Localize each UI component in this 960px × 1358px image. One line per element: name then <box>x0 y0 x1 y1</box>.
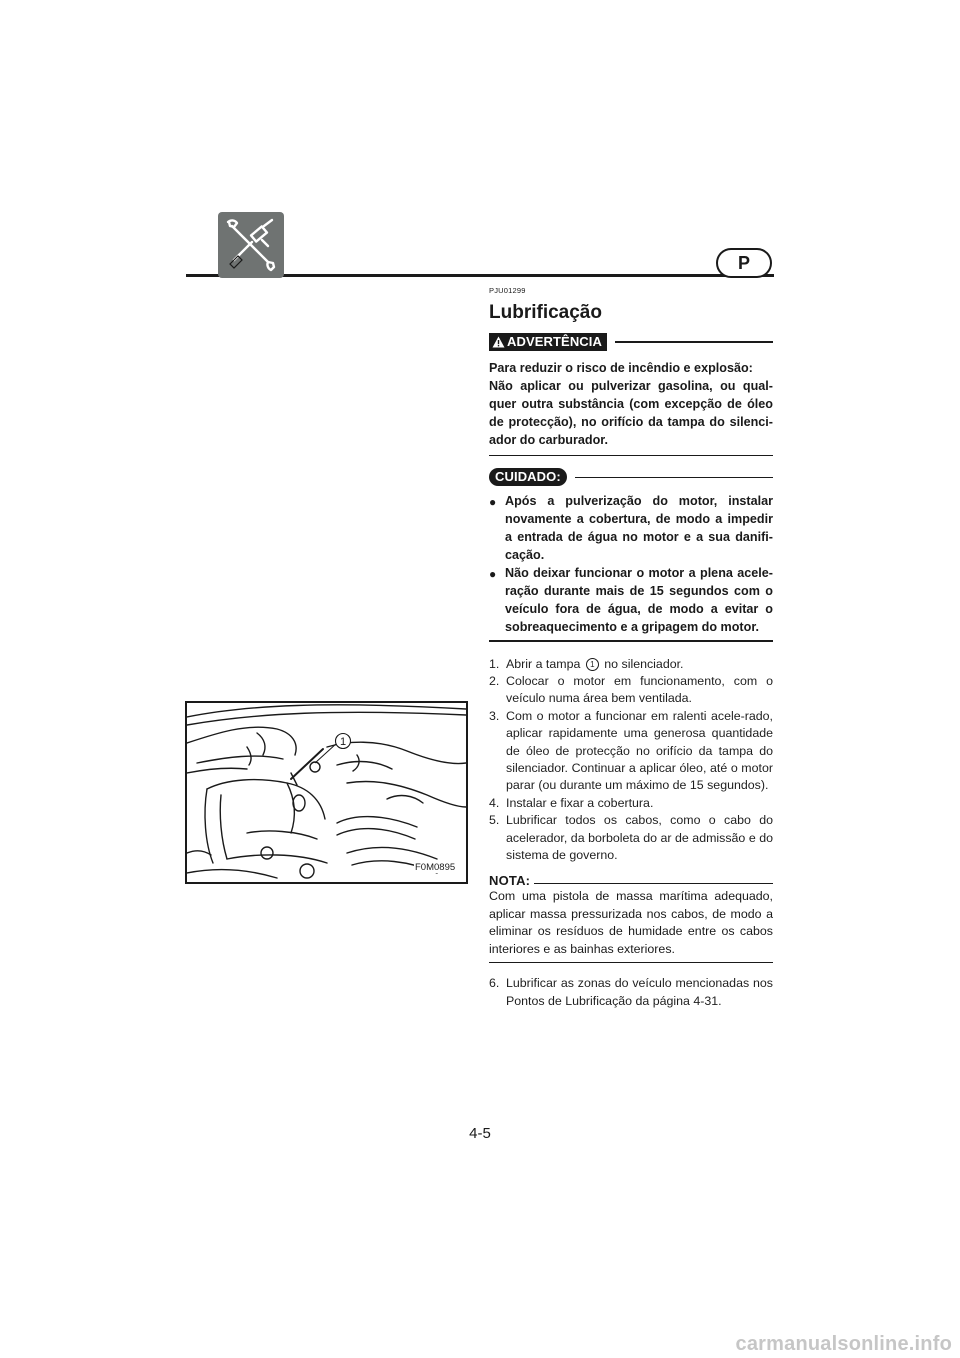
step-item: 1. Abrir a tampa 1 no silenciador. <box>489 656 684 671</box>
warning-label <box>489 333 607 351</box>
language-badge: P <box>716 248 772 278</box>
step-item: 4. Instalar e fixar a cobertura. <box>489 795 654 810</box>
step-item: 3. Com o motor a funcionar em ralenti acele-rado, aplicar rapidamente uma generosa quantidade de óleo de protecção no orifício da tampa do silenciador. Continuar a aplicar óleo, até o motor parar (ou durante um máximo de 15 segundos). <box>489 708 773 793</box>
section-title: Lubrificação <box>489 302 602 323</box>
caution-label: CUIDADO: <box>489 468 567 486</box>
figure-code: F0M0895 <box>415 862 456 873</box>
caution-rule <box>575 477 773 478</box>
warning-line: Não aplicar ou pulverizar gasolina, ou qual-quer outra substância (com excepção de óleo de protecção), no orifício da tampa do silenci-ador do carburador. <box>489 379 773 447</box>
note-header <box>489 870 773 888</box>
main-column <box>489 286 773 1010</box>
caution-end-rule <box>489 640 773 641</box>
caution-item: ● Após a pulverização do motor, instalar novamente a cobertura, de modo a impedir a entrada de água no motor e a sua danifi-cação. <box>489 494 773 563</box>
wrench-grease-gun-icon <box>218 212 284 278</box>
note-end-rule <box>489 962 773 963</box>
page-number: 4-5 <box>469 1125 491 1142</box>
tools-section-icon <box>218 212 284 278</box>
warning-header <box>489 331 773 353</box>
bullet-icon: ● <box>489 567 497 582</box>
warning-end-rule <box>489 455 773 456</box>
procedure-steps-continued <box>489 975 773 1010</box>
caution-list <box>489 492 773 636</box>
note-label: NOTA: <box>489 873 531 889</box>
step-item: 5. Lubrificar todos os cabos, como o cabo do acelerador, da borboleta do ar de admissão e do sistema de governo. <box>489 813 773 863</box>
engine-line-drawing <box>187 703 466 882</box>
callout-1-marker: 1 <box>586 658 599 671</box>
caution-header <box>489 466 773 488</box>
site-watermark: carmanualsonline.info <box>735 1333 952 1355</box>
procedure-steps <box>489 656 773 865</box>
warning-rule <box>615 341 773 342</box>
caution-item: ● Não deixar funcionar o motor a plena acele-ração durante mais de 15 segundos com o veículo fora de água, de modo a evitar o sobreaquecimento e a gripagem do motor. <box>489 566 773 635</box>
section-code: PJU01299 <box>489 286 526 295</box>
warning-label-text: ADVERTÊNCIA <box>507 334 602 349</box>
warning-triangle-icon <box>492 336 505 348</box>
engine-lubrication-illustration <box>185 701 468 884</box>
step-item: 2. Colocar o motor em funcionamento, com o veículo numa área bem ventilada. <box>489 674 773 706</box>
bullet-icon: ● <box>489 495 497 510</box>
note-text: Com uma pistola de massa marítima adequado, aplicar massa pressurizada nos cabos, de modo a eliminar os resíduos de humidade entre os cabos interiores e as bainhas exteriores. <box>489 889 773 956</box>
warning-text <box>489 359 773 449</box>
figure-callout-number: 1 <box>339 736 347 748</box>
note-rule <box>534 883 773 884</box>
step-item: 6. Lubrificar as zonas do veículo mencionadas nos Pontos de Lubrificação da página 4-31. <box>489 976 773 1008</box>
warning-line: Para reduzir o risco de incêndio e explosão: <box>489 361 753 375</box>
